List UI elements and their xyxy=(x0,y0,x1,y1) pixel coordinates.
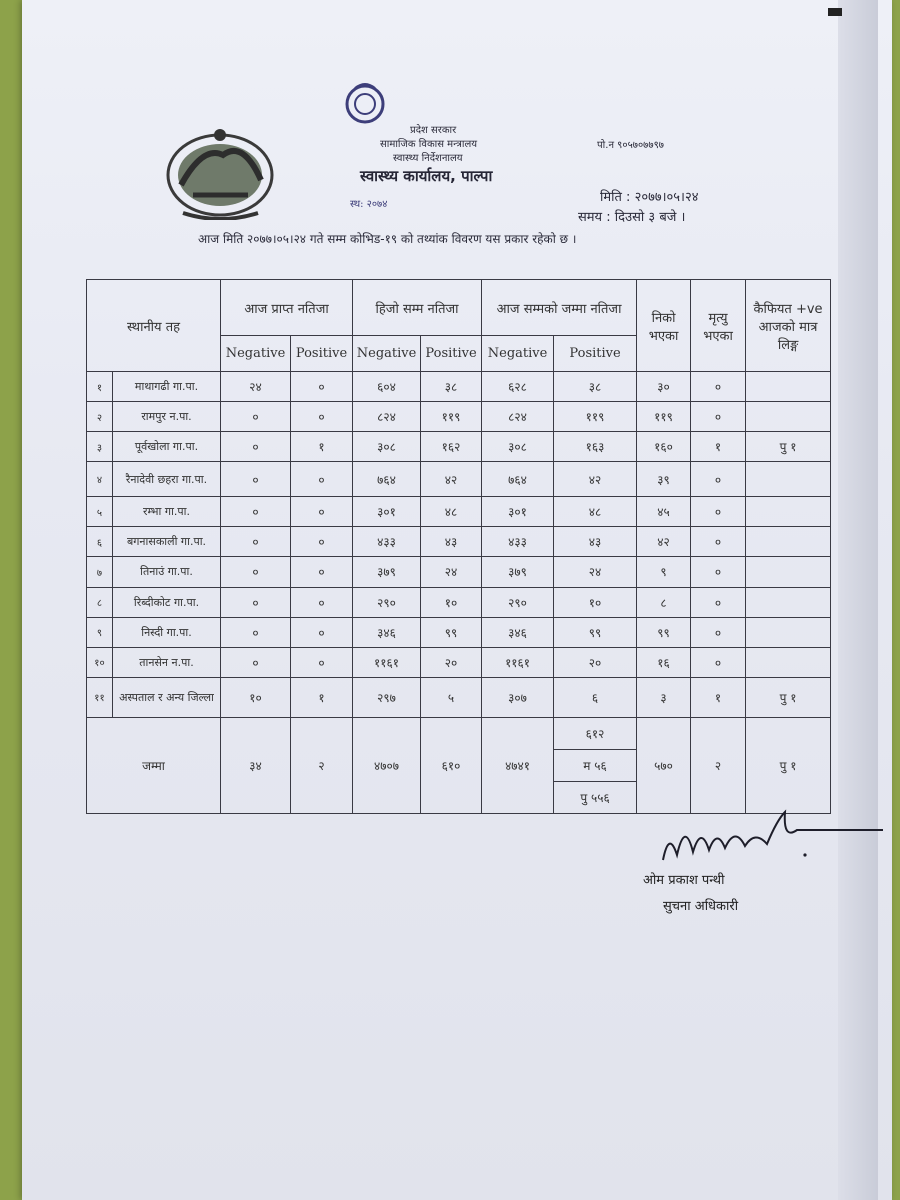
row-recovered: ११९ xyxy=(637,402,691,432)
row-sn: १० xyxy=(87,647,113,677)
row-cumulative-neg: ३७९ xyxy=(482,557,554,587)
row-recovered: ८ xyxy=(637,587,691,617)
row-sn: ४ xyxy=(87,462,113,497)
row-sn: १ xyxy=(87,372,113,402)
row-recovered: ३० xyxy=(637,372,691,402)
row-name: तानसेन न.पा. xyxy=(113,647,221,677)
row-cumulative-pos: १६३ xyxy=(554,432,637,462)
row-recovered: १६० xyxy=(637,432,691,462)
directorate-label: स्वास्थ्य निर्देशनालय xyxy=(393,153,463,164)
row-deaths: ० xyxy=(691,462,746,497)
row-cumulative-neg: ६२८ xyxy=(482,372,554,402)
row-yesterday-pos: ४२ xyxy=(421,462,482,497)
header-yesterday: हिजो सम्म नतिजा xyxy=(353,280,482,336)
header-recovered: निको भएका xyxy=(637,280,691,372)
row-deaths: ० xyxy=(691,587,746,617)
report-time: समय : दिउसो ३ बजे । xyxy=(578,210,686,225)
table-row xyxy=(87,462,831,497)
row-name: रम्भा गा.पा. xyxy=(113,497,221,527)
nepal-emblem-icon xyxy=(163,125,278,220)
row-cumulative-neg: ३०१ xyxy=(482,497,554,527)
row-remark xyxy=(746,372,831,402)
row-today-pos: ० xyxy=(291,617,353,647)
row-cumulative-pos: ६ xyxy=(554,677,637,717)
header-yesterday-pos: Positive xyxy=(421,336,482,372)
row-cumulative-pos: २४ xyxy=(554,557,637,587)
table-row xyxy=(87,372,831,402)
row-today-pos: ० xyxy=(291,557,353,587)
row-yesterday-pos: १० xyxy=(421,587,482,617)
stamp-year: स्थ: २०७४ xyxy=(350,199,388,210)
row-cumulative-neg: २९० xyxy=(482,587,554,617)
row-name: माथागढी गा.पा. xyxy=(113,372,221,402)
row-name: बगनासकाली गा.पा. xyxy=(113,527,221,557)
row-today-pos: ० xyxy=(291,497,353,527)
row-today-pos: ० xyxy=(291,462,353,497)
office-title: स्वास्थ्य कार्यालय, पाल्पा xyxy=(360,167,493,185)
row-sn: ५ xyxy=(87,497,113,527)
row-today-neg: ० xyxy=(221,557,291,587)
row-name: अस्पताल र अन्य जिल्ला xyxy=(113,677,221,717)
total-cumulative-pos-female: म ५६ xyxy=(554,749,637,781)
row-today-neg: ० xyxy=(221,432,291,462)
row-yesterday-neg: ११६१ xyxy=(353,647,421,677)
signature-icon xyxy=(655,800,890,870)
row-cumulative-neg: ८२४ xyxy=(482,402,554,432)
row-cumulative-pos: १० xyxy=(554,587,637,617)
row-cumulative-neg: ३०८ xyxy=(482,432,554,462)
row-recovered: ३९ xyxy=(637,462,691,497)
table-row xyxy=(87,557,831,587)
total-label: जम्मा xyxy=(87,717,221,813)
row-name: रिब्दीकोट गा.पा. xyxy=(113,587,221,617)
table-row xyxy=(87,527,831,557)
header-yesterday-neg: Negative xyxy=(353,336,421,372)
total-today-pos: २ xyxy=(291,717,353,813)
row-remark xyxy=(746,647,831,677)
row-cumulative-pos: ४८ xyxy=(554,497,637,527)
row-sn: ११ xyxy=(87,677,113,717)
signatory-role: सुचना अधिकारी xyxy=(663,899,739,914)
row-today-neg: २४ xyxy=(221,372,291,402)
signatory-name: ओम प्रकाश पन्थी xyxy=(643,873,725,888)
row-yesterday-neg: ८२४ xyxy=(353,402,421,432)
row-sn: ६ xyxy=(87,527,113,557)
row-deaths: १ xyxy=(691,677,746,717)
header-cumulative-neg: Negative xyxy=(482,336,554,372)
row-name: पूर्वखोला गा.पा. xyxy=(113,432,221,462)
row-sn: ९ xyxy=(87,617,113,647)
table-row xyxy=(87,432,831,462)
row-name: रामपुर न.पा. xyxy=(113,402,221,432)
row-remark xyxy=(746,497,831,527)
header-local-level: स्थानीय तह xyxy=(87,280,221,372)
row-cumulative-neg: ४३३ xyxy=(482,527,554,557)
header-cumulative: आज सम्मको जम्मा नतिजा xyxy=(482,280,637,336)
row-yesterday-neg: ४३३ xyxy=(353,527,421,557)
total-remark: पु १ xyxy=(746,717,831,813)
row-today-pos: ० xyxy=(291,587,353,617)
row-yesterday-neg: २९७ xyxy=(353,677,421,717)
row-today-pos: ० xyxy=(291,372,353,402)
row-today-neg: १० xyxy=(221,677,291,717)
row-cumulative-pos: ३८ xyxy=(554,372,637,402)
row-name: निस्दी गा.पा. xyxy=(113,617,221,647)
row-yesterday-pos: ११९ xyxy=(421,402,482,432)
row-deaths: ० xyxy=(691,497,746,527)
row-today-neg: ० xyxy=(221,527,291,557)
row-deaths: ० xyxy=(691,647,746,677)
office-stamp-icon xyxy=(340,78,390,136)
ref-number: पो.न ९०५७०७७९७ xyxy=(597,140,664,151)
total-cumulative-neg: ४७४१ xyxy=(482,717,554,813)
table-row xyxy=(87,587,831,617)
row-sn: २ xyxy=(87,402,113,432)
row-today-pos: १ xyxy=(291,677,353,717)
row-deaths: १ xyxy=(691,432,746,462)
row-name: रैनादेवी छहरा गा.पा. xyxy=(113,462,221,497)
row-cumulative-neg: ११६१ xyxy=(482,647,554,677)
row-remark xyxy=(746,462,831,497)
total-yesterday-pos: ६१० xyxy=(421,717,482,813)
row-recovered: ४२ xyxy=(637,527,691,557)
table-row xyxy=(87,497,831,527)
total-deaths: २ xyxy=(691,717,746,813)
row-deaths: ० xyxy=(691,372,746,402)
row-yesterday-neg: ३०१ xyxy=(353,497,421,527)
row-deaths: ० xyxy=(691,617,746,647)
row-cumulative-neg: ३४६ xyxy=(482,617,554,647)
row-yesterday-neg: ३७९ xyxy=(353,557,421,587)
row-remark: पु १ xyxy=(746,432,831,462)
row-remark xyxy=(746,587,831,617)
row-cumulative-pos: ९९ xyxy=(554,617,637,647)
gov-label: प्रदेश सरकार xyxy=(410,125,457,136)
row-yesterday-neg: ३०८ xyxy=(353,432,421,462)
row-sn: ७ xyxy=(87,557,113,587)
row-yesterday-pos: ४८ xyxy=(421,497,482,527)
table-row xyxy=(87,617,831,647)
header-cumulative-pos: Positive xyxy=(554,336,637,372)
row-remark xyxy=(746,402,831,432)
header-remarks: कैफियत +ve आजको मात्र लिङ्ग xyxy=(746,280,831,372)
row-remark xyxy=(746,617,831,647)
covid-data-table xyxy=(86,279,831,814)
row-recovered: ९ xyxy=(637,557,691,587)
table-row xyxy=(87,647,831,677)
row-name: तिनाउं गा.पा. xyxy=(113,557,221,587)
row-cumulative-neg: ३०७ xyxy=(482,677,554,717)
row-today-pos: १ xyxy=(291,432,353,462)
row-yesterday-neg: ७६४ xyxy=(353,462,421,497)
row-yesterday-pos: ५ xyxy=(421,677,482,717)
row-remark: पु १ xyxy=(746,677,831,717)
row-yesterday-pos: १६२ xyxy=(421,432,482,462)
table-row xyxy=(87,402,831,432)
row-today-neg: ० xyxy=(221,647,291,677)
row-recovered: ४५ xyxy=(637,497,691,527)
row-yesterday-pos: ३८ xyxy=(421,372,482,402)
corner-mark xyxy=(828,8,842,16)
row-deaths: ० xyxy=(691,402,746,432)
row-today-pos: ० xyxy=(291,647,353,677)
row-today-pos: ० xyxy=(291,402,353,432)
row-yesterday-pos: २० xyxy=(421,647,482,677)
row-yesterday-neg: २९० xyxy=(353,587,421,617)
row-cumulative-pos: २० xyxy=(554,647,637,677)
row-recovered: ९९ xyxy=(637,617,691,647)
row-today-neg: ० xyxy=(221,402,291,432)
total-cumulative-pos: ६१२ xyxy=(554,717,637,749)
report-summary: आज मिति २०७७।०५।२४ गते सम्म कोभिड-१९ को तथ्यांक विवरण यस प्रकार रहेको छ । xyxy=(198,232,577,246)
row-today-neg: ० xyxy=(221,462,291,497)
row-sn: ३ xyxy=(87,432,113,462)
row-today-neg: ० xyxy=(221,587,291,617)
row-yesterday-neg: ६०४ xyxy=(353,372,421,402)
header-today-pos: Positive xyxy=(291,336,353,372)
header-today-neg: Negative xyxy=(221,336,291,372)
report-date: मिति : २०७७।०५।२४ xyxy=(600,190,699,205)
row-cumulative-pos: ४३ xyxy=(554,527,637,557)
row-deaths: ० xyxy=(691,557,746,587)
row-yesterday-pos: ९९ xyxy=(421,617,482,647)
row-today-neg: ० xyxy=(221,497,291,527)
row-today-neg: ० xyxy=(221,617,291,647)
row-cumulative-pos: ११९ xyxy=(554,402,637,432)
row-yesterday-neg: ३४६ xyxy=(353,617,421,647)
row-cumulative-pos: ४२ xyxy=(554,462,637,497)
row-remark xyxy=(746,527,831,557)
row-deaths: ० xyxy=(691,527,746,557)
row-recovered: १६ xyxy=(637,647,691,677)
header-deaths: मृत्यु भएका xyxy=(691,280,746,372)
total-cumulative-pos-male: पु ५५६ xyxy=(554,781,637,813)
total-yesterday-neg: ४७०७ xyxy=(353,717,421,813)
row-cumulative-neg: ७६४ xyxy=(482,462,554,497)
row-yesterday-pos: ४३ xyxy=(421,527,482,557)
ministry-label: सामाजिक विकास मन्त्रालय xyxy=(380,139,478,150)
row-sn: ८ xyxy=(87,587,113,617)
total-recovered: ५७० xyxy=(637,717,691,813)
paper-edge xyxy=(838,0,878,1200)
row-remark xyxy=(746,557,831,587)
row-recovered: ३ xyxy=(637,677,691,717)
row-today-pos: ० xyxy=(291,527,353,557)
total-today-neg: ३४ xyxy=(221,717,291,813)
header-today: आज प्राप्त नतिजा xyxy=(221,280,353,336)
row-yesterday-pos: २४ xyxy=(421,557,482,587)
table-row xyxy=(87,677,831,717)
